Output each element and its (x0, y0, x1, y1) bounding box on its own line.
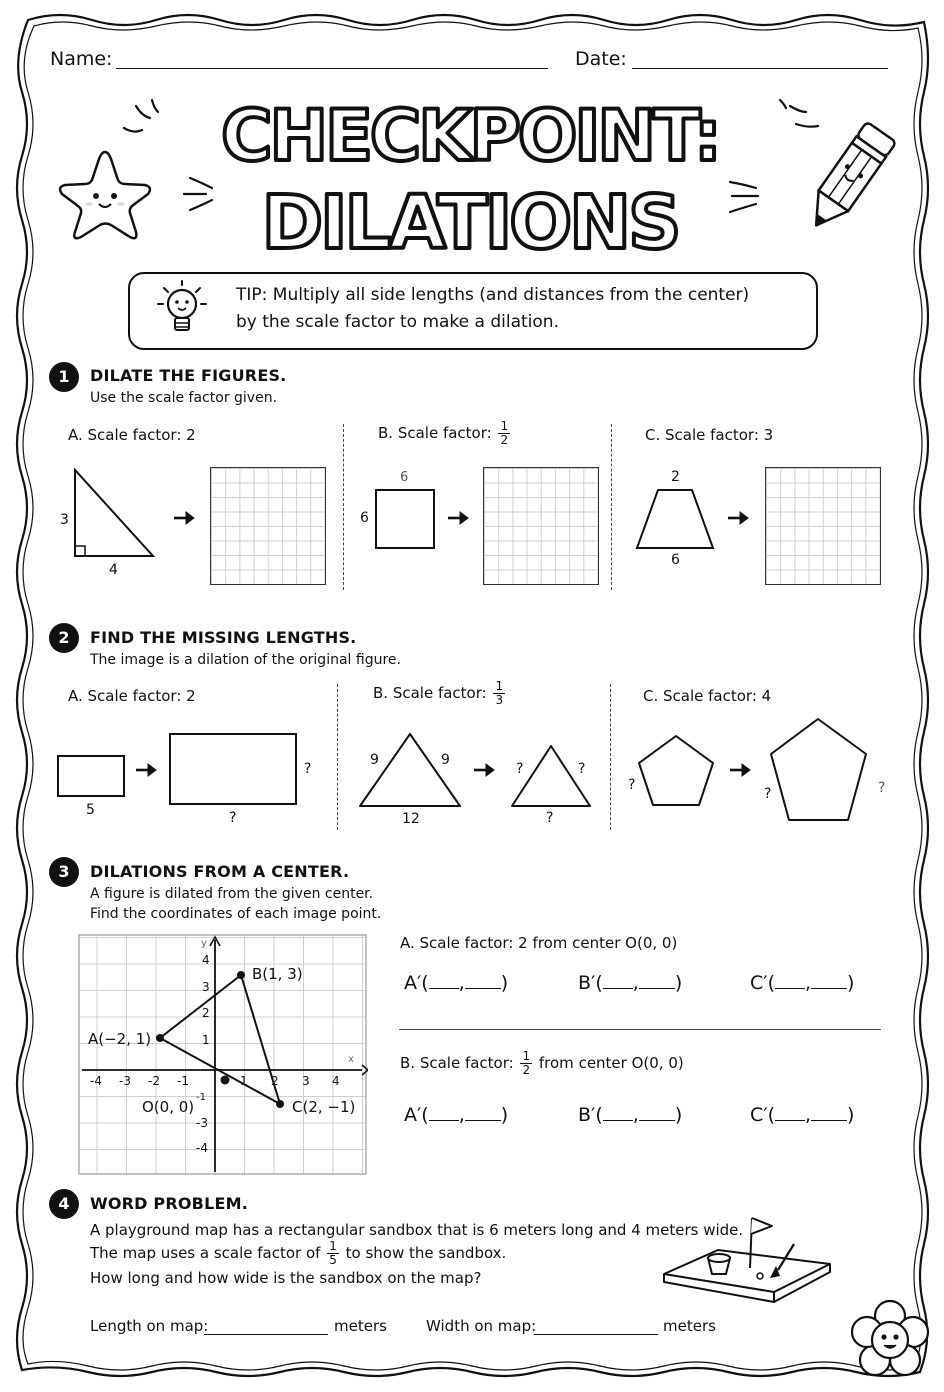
s1c-side-top: 2 (671, 469, 680, 485)
s2a-label: A. Scale factor: 2 (68, 687, 196, 705)
s3b-answers: B′( , ) (578, 1104, 683, 1126)
x-tick: 1 (240, 1074, 248, 1088)
s3a-answers: B′( , ) (578, 972, 683, 994)
width-unit: meters (663, 1317, 716, 1335)
section2-title: FIND THE MISSING LENGTHS. (90, 628, 357, 647)
width-answer-field[interactable] (534, 1334, 658, 1335)
section4-title: WORD PROBLEM. (90, 1194, 248, 1213)
length-unit: meters (334, 1317, 387, 1335)
s1b-side-left: 6 (360, 510, 369, 526)
section3-subtitle1: A figure is dilated from the given center. (90, 886, 374, 902)
s3b-answers: C′( , ) (750, 1104, 855, 1126)
s2c-orig-side: ? (628, 777, 636, 793)
x-tick: 4 (332, 1074, 340, 1088)
s2b-label: B. Scale factor: $\frac{1}{3}$ (373, 679, 504, 707)
point-b-label: B(1, 3) (252, 965, 303, 983)
s2b-img-bottom: ? (546, 810, 554, 826)
s1c-label: C. Scale factor: 3 (645, 426, 774, 444)
section2-number: 2 (49, 623, 79, 653)
point-c-label: C(2, −1) (292, 1098, 356, 1116)
s2a-orig-bottom: 5 (86, 802, 95, 818)
s4-line2: The map uses a scale factor of $\frac{1}{5}$ to show the sandbox. (90, 1239, 507, 1267)
s4-line1: A playground map has a rectangular sandbox that is 6 meters long and 4 meters wide. (90, 1221, 744, 1239)
x-tick: -4 (90, 1074, 102, 1088)
s1a-label: A. Scale factor: 2 (68, 426, 196, 444)
s2c-label: C. Scale factor: 4 (643, 687, 772, 705)
s2-figures (0, 710, 944, 830)
section1-number: 1 (49, 362, 79, 392)
width-label: Width on map: (426, 1317, 537, 1335)
date-label: Date: (575, 48, 627, 70)
point-o-label: O(0, 0) (142, 1098, 195, 1116)
s1c-answer-grid[interactable] (765, 467, 881, 585)
s1a-answer-grid[interactable] (210, 467, 326, 585)
answer-blank[interactable] (811, 988, 847, 989)
s2a-img-bottom: ? (229, 810, 237, 826)
answer-blank[interactable] (465, 988, 501, 989)
s2b-orig-right: 9 (441, 752, 450, 768)
title-line1: CHECKPOINT: (221, 95, 719, 177)
s3-divider (399, 1029, 881, 1030)
s3a-label: A. Scale factor: 2 from center O(0, 0) (400, 934, 678, 952)
flower-mascot-icon (848, 1298, 932, 1382)
answer-blank[interactable] (429, 988, 459, 989)
title-line2: DILATIONS (261, 180, 679, 260)
y-tick: -3 (196, 1116, 208, 1130)
answer-blank[interactable] (639, 988, 675, 989)
tip-line1: TIP: Multiply all side lengths (and distances from the center) (236, 285, 750, 305)
answer-blank[interactable] (639, 1120, 675, 1121)
section3-number: 3 (49, 857, 79, 887)
s3b-label: B. Scale factor: $\frac{1}{2}$ from center O(0, 0) (400, 1049, 684, 1077)
x-axis-label: x (348, 1054, 354, 1065)
y-tick: -4 (196, 1141, 208, 1155)
tip-box (128, 272, 818, 350)
length-label: Length on map: (90, 1317, 209, 1335)
y-tick: -1 (196, 1092, 206, 1103)
s4-line3: How long and how wide is the sandbox on the map? (90, 1269, 482, 1287)
x-tick: 3 (302, 1074, 310, 1088)
y-axis-label: y (201, 938, 207, 949)
x-tick: -3 (119, 1074, 131, 1088)
s1b-label: B. Scale factor: $\frac{1}{2}$ (378, 419, 509, 447)
y-tick: 2 (202, 1006, 210, 1020)
length-answer-field[interactable] (204, 1334, 328, 1335)
x-tick: -1 (177, 1074, 189, 1088)
point-a-label: A(−2, 1) (88, 1030, 152, 1048)
y-tick: 3 (202, 980, 210, 994)
name-label: Name: (50, 48, 113, 70)
y-tick: 1 (202, 1033, 210, 1047)
answer-blank[interactable] (811, 1120, 847, 1121)
section2-subtitle: The image is a dilation of the original figure. (90, 652, 401, 668)
s3a-answers: A′( , ) (404, 972, 509, 994)
s1b-side-top: 6 (400, 470, 409, 485)
s2c-img-right: ? (878, 780, 886, 796)
answer-blank[interactable] (465, 1120, 501, 1121)
coordinate-plane (78, 934, 368, 1176)
section1-title: DILATE THE FIGURES. (90, 366, 287, 385)
s3a-answers: C′( , ) (750, 972, 855, 994)
s1a-side-horizontal: 4 (109, 562, 118, 578)
sparkle-icons (0, 0, 944, 260)
section1-subtitle: Use the scale factor given. (90, 390, 278, 406)
section4-number: 4 (49, 1189, 79, 1219)
x-tick: 2 (271, 1074, 279, 1088)
s3b-answers: A′( , ) (404, 1104, 509, 1126)
s1c-side-bottom: 6 (671, 552, 680, 568)
s2b-orig-left: 9 (370, 752, 379, 768)
lightbulb-icon (150, 278, 214, 342)
s1a-side-vertical: 3 (60, 512, 69, 528)
s2b-img-right: ? (578, 761, 586, 777)
s2a-img-right: ? (304, 761, 312, 777)
section3-title: DILATIONS FROM A CENTER. (90, 862, 350, 881)
s2b-orig-bottom: 12 (402, 811, 420, 827)
y-tick: 4 (202, 953, 210, 967)
s2b-img-left: ? (516, 761, 524, 777)
sandbox-icon (660, 1214, 836, 1310)
x-tick: -2 (148, 1074, 160, 1088)
answer-blank[interactable] (603, 988, 633, 989)
answer-blank[interactable] (603, 1120, 633, 1121)
answer-blank[interactable] (775, 988, 805, 989)
s2c-img-left: ? (764, 786, 772, 802)
s1b-answer-grid[interactable] (483, 467, 599, 585)
answer-blank[interactable] (775, 1120, 805, 1121)
answer-blank[interactable] (429, 1120, 459, 1121)
tip-line2: by the scale factor to make a dilation. (236, 312, 559, 332)
section3-subtitle2: Find the coordinates of each image point. (90, 906, 382, 922)
